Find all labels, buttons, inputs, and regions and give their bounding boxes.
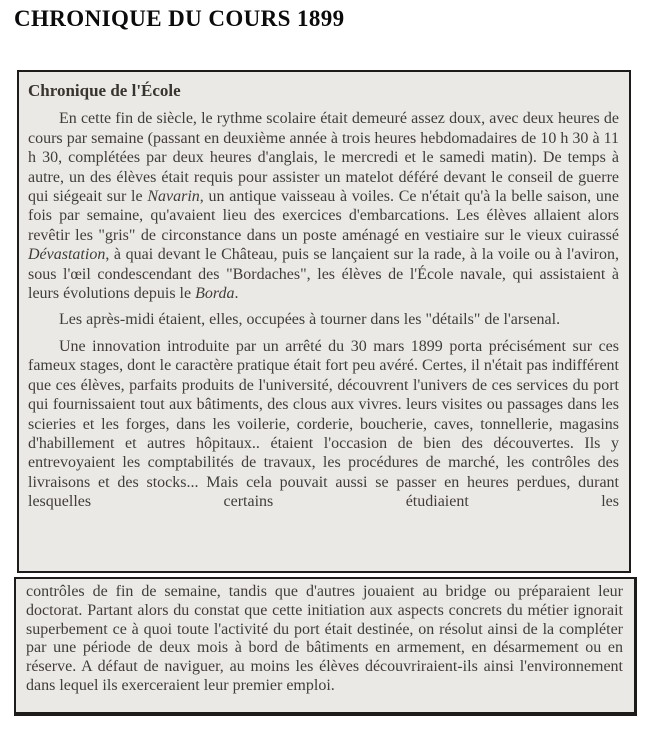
paragraph-innovation: Une innovation introduite par un arrêté du 30 mars 1899 porta précisément sur ces fameux stages, dont le caractère pratique était fort peu avéré. Certes, il n'était pas indifférent que ces élèves, parfaits produits de l'université, découvrent l'univers de ces services du port qui fournissaient tout aux bâtiments, des clous aux vivres. leurs visites ou passages dans les scieries et les forges, dans les voilerie, corderie, boucherie, caves, tonnellerie, magasins d'habillement et autres hôpitaux.. étaient l'occasion de bien des découvertes. Ils y entrevoyaient les comptabilités de travaux, les procédures de marché, les contrôles des livraisons et des stocks... Mais cela pouvait aussi se passer en heures perdues, durant lesquelles certains étudiaient les [28, 337, 619, 511]
page-title: CHRONIQUE DU COURS 1899 [14, 6, 345, 31]
paragraph-segment: En cette fin de siècle, le rythme scolaire était demeuré assez doux, avec deux heures de cours par semaine (passant en deuxième année à trois heures hebdomadaires de 10 h 30 à 11 h 30, complétées par deux heures d'anglais, le mercredi et le samedi matin). De temps à autre, un des élèves était requis pour assister un matelot déféré devant le conseil de guerre qui siégeait sur le [28, 110, 619, 206]
paragraph-afternoons: Les après-midi étaient, elles, occupées à tourner dans les "détails" de l'arsenal. [59, 311, 561, 329]
paragraph-schedule [28, 109, 619, 303]
ship-name-devastation: Dévastation [28, 246, 106, 264]
section-heading: Chronique de l'École [28, 81, 181, 100]
ship-name-borda: Borda [195, 285, 235, 303]
paragraph-continuation: contrôles de fin de semaine, tandis que d'autres jouaient au bridge ou préparaient leur doctorat. Partant alors du constat que cette initiation aux aspects concrets du métier ignorait superbement ce à quoi toute l'activité du port était destinée, on résolut ainsi de la compléter par une période de deux mois à bord de bâtiments en armement, en désarmement ou en réserve. A défaut de naviguer, au moins les élèves découvriraient-ils ainsi l'environnement dans lequel ils exerceraient leur premier emploi. [26, 583, 623, 694]
continuation-box [14, 577, 637, 716]
paragraph-segment: . [234, 285, 239, 303]
paragraph-segment: , un antique vaisseau à voiles. Ce n'était qu'à la belle saison, une fois par semaine, qu'avaient lieu des exercices d'embarcations. Les élèves allaient alors revêtir les "gris" de circonstance dans un poste aménagé en vestiaire sur le vieux cuirassé [28, 188, 619, 244]
paragraph-segment: , à quai devant le Château, puis se lançaient sur la rade, à la voile ou à l'aviron, sous l'œil condescendant des "Bordaches", les élèves de l'École navale, qui assistaient à leurs évolutions depuis le [28, 246, 619, 303]
chronicle-box [17, 70, 631, 573]
ship-name-navarin: Navarin [147, 188, 200, 206]
